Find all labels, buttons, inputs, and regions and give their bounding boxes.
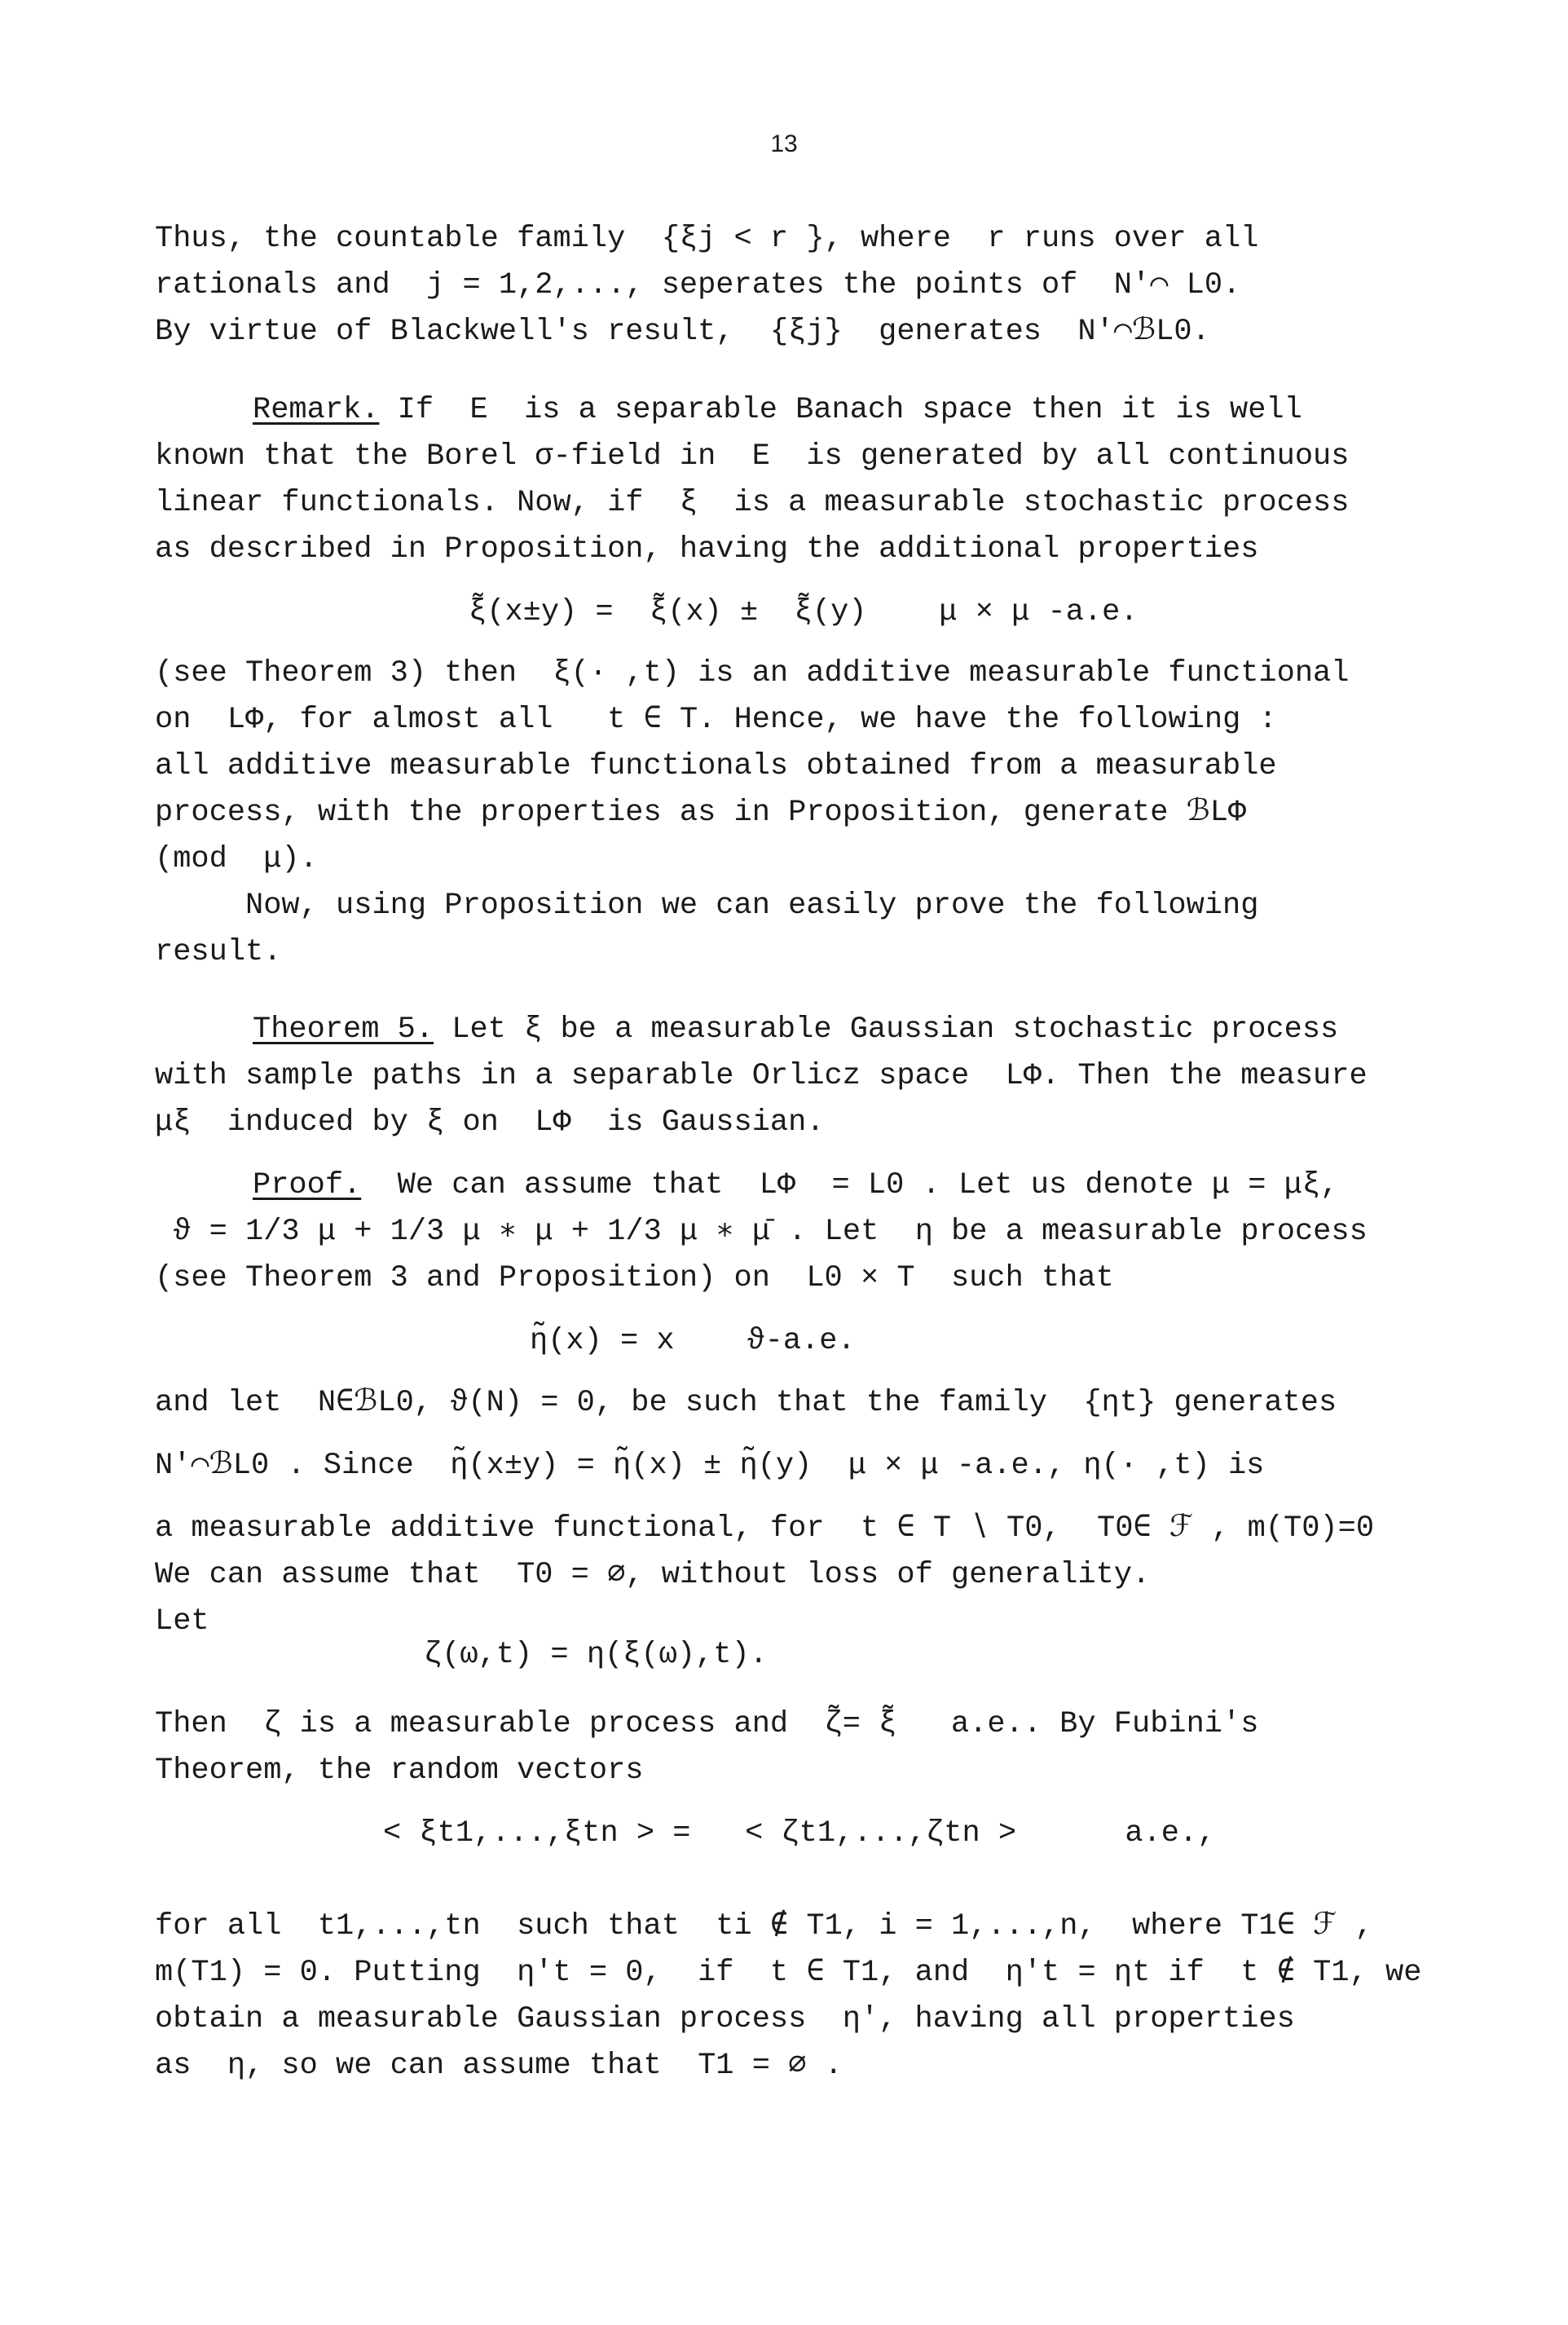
text-line: (see Theorem 3) then ξ(· ,t) is an additive measurable functional	[155, 656, 1350, 690]
remark-line	[253, 391, 1302, 429]
text-line: μξ induced by ξ on LΦ is Gaussian.	[155, 1105, 825, 1140]
text-line: rationals and j = 1,2,..., seperates the points of N'⌒ L0.	[155, 268, 1241, 302]
text-line: and let N∈ℬL0, ϑ(N) = 0, be such that the family {ηt} generates	[155, 1386, 1337, 1420]
text-line: for all t1,...,tn such that ti ∉ T1, i = 1,...,n, where T1∈ ℱ ,	[155, 1909, 1373, 1943]
text-fragment: If E is a separable Banach space then it is well	[379, 393, 1302, 427]
text-line: result.	[155, 935, 282, 969]
text-line: as described in Proposition, having the additional properties	[155, 532, 1259, 567]
proof-line	[253, 1167, 1338, 1204]
text-line: Then ζ is a measurable process and ζ̃= ξ̃ a.e.. By Fubini's	[155, 1707, 1259, 1741]
text-line: on LΦ, for almost all t ∈ T. Hence, we have the following :	[155, 703, 1277, 737]
text-fragment: We can assume that LΦ = L0 . Let us denote μ = μξ,	[361, 1168, 1339, 1202]
text-fragment: Let ξ be a measurable Gaussian stochastic process	[434, 1012, 1339, 1047]
text-line: Thus, the countable family {ξj < r }, where r runs over all	[155, 222, 1259, 256]
text-line: linear functionals. Now, if ξ is a measurable stochastic process	[155, 486, 1350, 520]
text-line: with sample paths in a separable Orlicz space LΦ. Then the measure	[155, 1059, 1368, 1093]
formula: ζ(ω,t) = η(ξ(ω),t).	[424, 1638, 768, 1672]
page-number: 13	[770, 130, 798, 157]
text-line: (see Theorem 3 and Proposition) on L0 × T such that	[155, 1261, 1114, 1295]
text-line: By virtue of Blackwell's result, {ξj} generates N'⌒ℬL0.	[155, 315, 1210, 349]
formula: ξ̃(x±y) = ξ̃(x) ± ξ̃(y) μ × μ -a.e.	[469, 595, 1139, 629]
formula: < ξt1,...,ξtn > = < ζt1,...,ζtn > a.e.,	[383, 1816, 1216, 1851]
text-line: (mod μ).	[155, 842, 318, 876]
text-line: process, with the properties as in Proposition, generate ℬLΦ	[155, 796, 1247, 830]
text-line: obtain a measurable Gaussian process η′, having all properties	[155, 2002, 1295, 2036]
text-line: Theorem, the random vectors	[155, 1754, 644, 1788]
text-line: N'⌒ℬL0 . Since η̃(x±y) = η̃(x) ± η̃(y) μ × μ -a.e., η(· ,t) is	[155, 1449, 1265, 1483]
text-line: all additive measurable functionals obtained from a measurable	[155, 749, 1277, 783]
remark-label: Remark.	[253, 393, 380, 427]
proof-label: Proof.	[253, 1168, 362, 1202]
theorem-line	[253, 1011, 1338, 1048]
text-line: Let	[155, 1604, 209, 1639]
text-line: Now, using Proposition we can easily prove the following	[155, 889, 1259, 923]
text-line: a measurable additive functional, for t ∈ T ∖ T0, T0∈ ℱ , m(T0)=0	[155, 1511, 1375, 1546]
theorem-label: Theorem 5.	[253, 1012, 434, 1047]
text-line: ϑ = 1/3 μ + 1/3 μ ∗ μ + 1/3 μ ∗ μ̄ . Let η be a measurable process	[155, 1215, 1368, 1249]
text-line: m(T1) = 0. Putting η′t = 0, if t ∈ T1, and η′t = ηt if t ∉ T1, we	[155, 1956, 1422, 1990]
text-line: We can assume that T0 = ∅, without loss of generality.	[155, 1558, 1151, 1592]
text-line: known that the Borel σ-field in E is generated by all continuous	[155, 439, 1350, 474]
text-line: as η, so we can assume that T1 = ∅ .	[155, 2049, 843, 2083]
formula: η̃(x) = x ϑ-a.e.	[530, 1324, 856, 1358]
